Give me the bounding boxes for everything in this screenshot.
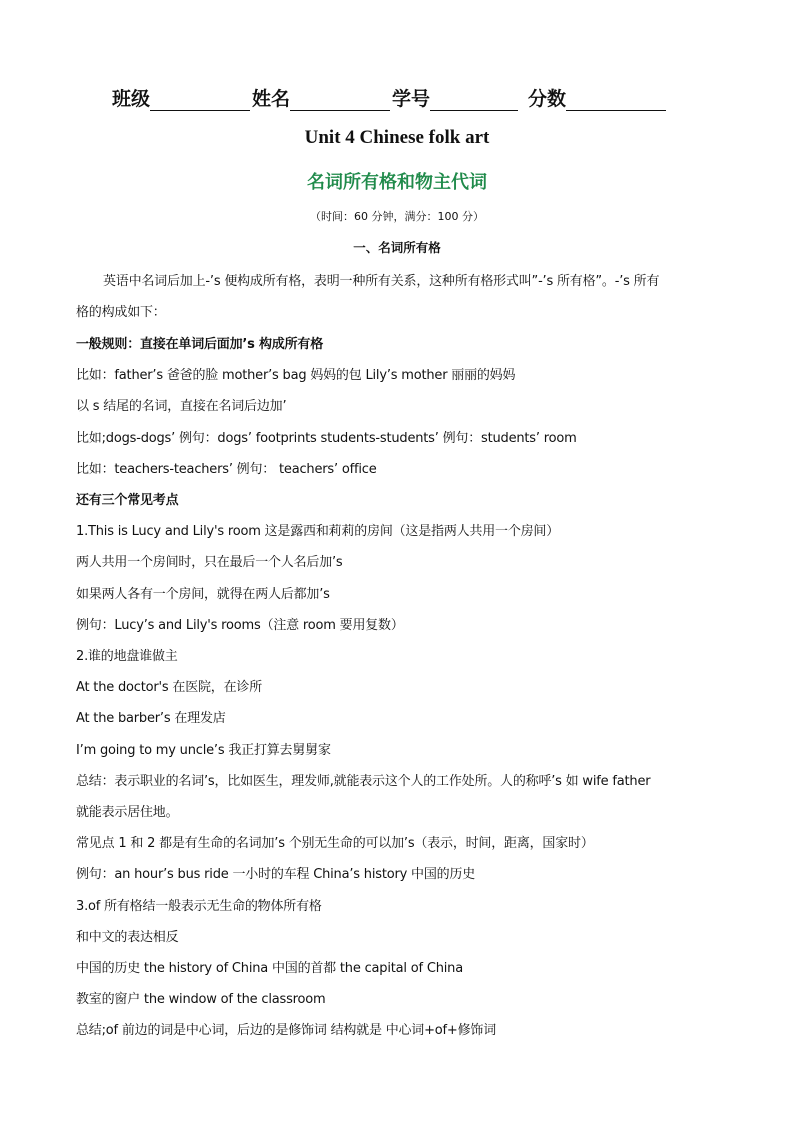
example-line: 比如：father’s 爸爸的脸 mother’s bag 妈妈的包 Lily’s mother 丽丽的妈妈 <box>76 368 516 383</box>
example-line: 例句：an hour’s bus ride 一小时的车程 China’s history 中国的历史 <box>76 867 476 882</box>
class-label: 班级 <box>112 88 151 110</box>
student-info-row <box>112 84 668 111</box>
intro-paragraph-line: 英语中名词后加上-’s 便构成所有格，表明一种所有关系，这种所有格形式叫”-’s 所有格”。-’s 所有 <box>103 274 660 289</box>
point-line: 两人共用一个房间时，只在最后一个人名后加’s <box>76 555 343 570</box>
intro-paragraph-line: 格的构成如下： <box>76 305 166 320</box>
example-line: 比如;dogs-dogs’ 例句：dogs’ footprints students-students’ 例句：students’ room <box>76 431 577 446</box>
score-blank[interactable] <box>566 90 666 111</box>
point-line: At the doctor's 在医院，在诊所 <box>76 680 262 695</box>
topic-subtitle: 名词所有格和物主代词 <box>307 172 487 193</box>
summary-line: 就能表示居住地。 <box>76 805 179 820</box>
example-line: 教室的窗户 the window of the classroom <box>76 992 326 1007</box>
point-line: 如果两人各有一个房间，就得在两人后都加’s <box>76 587 330 602</box>
rule-line: 以 s 结尾的名词，直接在名词后边加’ <box>76 399 287 414</box>
point-line: At the barber’s 在理发店 <box>76 711 226 726</box>
name-label: 姓名 <box>252 88 291 110</box>
general-rule-heading: 一般规则：直接在单词后面加’s 构成所有格 <box>76 337 324 352</box>
key-points-heading: 还有三个常见考点 <box>76 493 179 508</box>
example-line: 中国的历史 the history of China 中国的首都 the capital of China <box>76 961 463 976</box>
student-id-label: 学号 <box>392 88 431 110</box>
point-line: 例句：Lucy’s and Lily's rooms（注意 room 要用复数） <box>76 618 404 633</box>
summary-line: 总结：表示职业的名词’s，比如医生，理发师,就能表示这个人的工作处所。人的称呼’s 如 wife father <box>76 774 651 789</box>
name-blank[interactable] <box>290 90 390 111</box>
student-id-blank[interactable] <box>430 90 518 111</box>
point-line: 1.This is Lucy and Lily's room 这是露西和莉莉的房间（这是指两人共用一个房间） <box>76 524 560 539</box>
summary-line: 总结;of 前边的词是中心词，后边的是修饰词 结构就是 中心词+of+修饰词 <box>76 1023 497 1038</box>
point-line: 常见点 1 和 2 都是有生命的名词加’s 个别无生命的可以加’s（表示，时间，距离，国家时） <box>76 836 594 851</box>
point-line: 3.of 所有格结一般表示无生命的物体所有格 <box>76 899 322 914</box>
point-line: 和中文的表达相反 <box>76 930 179 945</box>
time-score-note: （时间：60 分钟，满分：100 分） <box>310 210 484 223</box>
point-line: 2.谁的地盘谁做主 <box>76 649 178 664</box>
point-line: I’m going to my uncle’s 我正打算去舅舅家 <box>76 743 331 758</box>
class-blank[interactable] <box>150 90 250 111</box>
section-title: 一、名词所有格 <box>353 240 441 255</box>
score-label: 分数 <box>528 88 567 110</box>
unit-title: Unit 4 Chinese folk art <box>304 127 490 148</box>
example-line: 比如：teachers-teachers’ 例句： teachers’ office <box>76 462 377 477</box>
